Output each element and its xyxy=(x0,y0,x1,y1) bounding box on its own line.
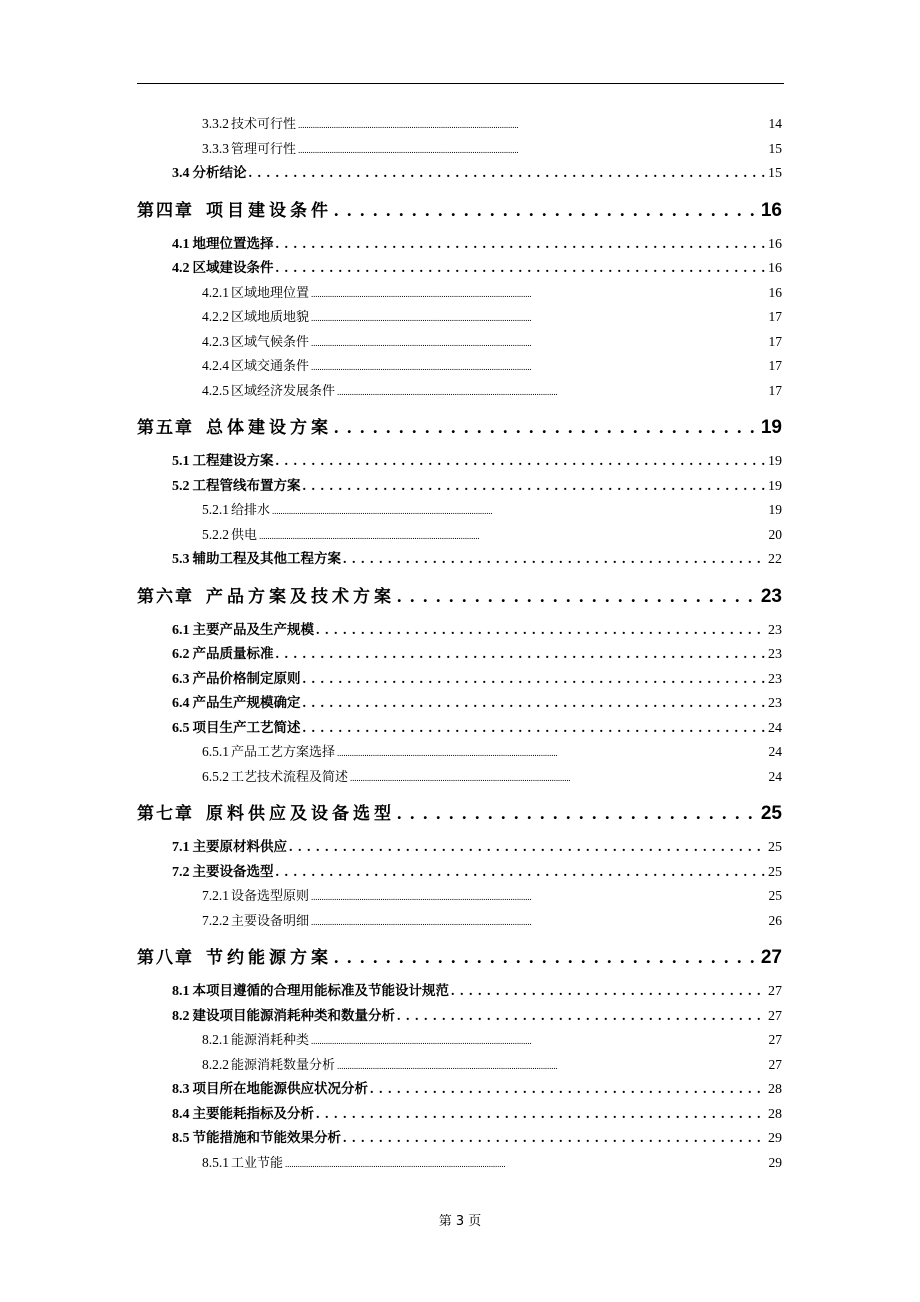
toc-title: 区域建设条件 xyxy=(192,260,274,276)
toc-leader-dots xyxy=(311,306,766,331)
toc-title: 区域地理位置 xyxy=(231,285,310,301)
toc-title: 区域气候条件 xyxy=(231,334,310,350)
toc-title: 项目建设条件 xyxy=(206,200,332,221)
toc-number: 6.3 xyxy=(172,671,190,687)
toc-entry-sub[interactable] xyxy=(202,1028,782,1053)
toc-page-number: 24 xyxy=(768,768,782,784)
toc-number: 3.4 xyxy=(172,166,190,181)
toc-entry-sub[interactable] xyxy=(202,1151,782,1176)
toc-number: 4.2.1 xyxy=(202,284,229,300)
toc-entry-section[interactable] xyxy=(172,835,782,860)
toc-leader-dots xyxy=(311,885,766,910)
toc-title: 产品工艺方案选择 xyxy=(231,745,336,760)
toc-page-number: 25 xyxy=(768,840,782,855)
toc-page-number: 15 xyxy=(768,166,782,181)
toc-leader-dots xyxy=(311,282,766,307)
toc-title: 地理位置选择 xyxy=(192,235,274,252)
toc-page-number: 17 xyxy=(768,382,782,398)
toc-number: 5.2.1 xyxy=(202,502,229,517)
toc-entry-section[interactable] xyxy=(172,232,782,257)
toc-page-number: 27 xyxy=(768,1008,782,1024)
toc-page-number: 19 xyxy=(768,502,782,517)
toc-leader-dots xyxy=(272,499,766,524)
toc-title: 主要产品及生产规模 xyxy=(192,621,314,638)
toc-title: 区域交通条件 xyxy=(231,359,310,374)
toc-leader-dots xyxy=(334,192,759,228)
toc-number: 8.2.1 xyxy=(202,1032,229,1047)
toc-page-number: 23 xyxy=(768,671,782,687)
toc-entry-section[interactable] xyxy=(172,860,782,885)
toc-entry-sub[interactable] xyxy=(202,740,782,765)
toc-number: 8.4 xyxy=(172,1106,190,1122)
toc-leader-dots xyxy=(276,450,767,475)
toc-leader-dots xyxy=(343,548,766,573)
toc-leader-dots xyxy=(337,1054,766,1079)
toc-leader-dots xyxy=(276,643,767,668)
toc-number: 5.2 xyxy=(172,478,190,494)
toc-number: 第六章 xyxy=(137,586,194,607)
table-of-contents xyxy=(0,112,920,1175)
toc-leader-dots xyxy=(276,257,767,282)
toc-title: 产品质量标准 xyxy=(192,646,274,662)
toc-entry-sub[interactable] xyxy=(202,137,782,162)
toc-number: 8.3 xyxy=(172,1082,190,1097)
toc-page-number: 24 xyxy=(768,720,782,736)
toc-leader-dots xyxy=(249,162,767,187)
toc-leader-dots xyxy=(276,861,767,886)
toc-page-number: 25 xyxy=(768,888,782,903)
toc-page-number: 22 xyxy=(768,552,782,567)
toc-page-number: 27 xyxy=(768,1056,782,1072)
toc-title: 工业节能 xyxy=(231,1155,284,1171)
toc-number: 4.2.3 xyxy=(202,333,229,349)
toc-leader-dots xyxy=(370,1078,766,1103)
toc-number: 7.1 xyxy=(172,840,190,855)
toc-title: 项目所在地能源供应状况分析 xyxy=(192,1081,368,1097)
toc-number: 5.1 xyxy=(172,454,190,469)
toc-entry-section[interactable] xyxy=(172,474,782,499)
toc-page-number: 26 xyxy=(768,912,782,928)
toc-entry-section[interactable] xyxy=(172,1077,782,1102)
toc-entry-sub[interactable] xyxy=(202,498,782,523)
toc-page-number: 17 xyxy=(768,309,782,324)
toc-title: 产品价格制定原则 xyxy=(192,670,301,687)
toc-entry-section[interactable] xyxy=(172,256,782,281)
toc-title: 区域地质地貌 xyxy=(231,310,310,325)
toc-title: 区域经济发展条件 xyxy=(231,383,336,399)
toc-leader-dots xyxy=(303,668,767,693)
toc-leader-dots xyxy=(343,1127,766,1152)
toc-entry-section[interactable] xyxy=(172,642,782,667)
toc-entry-section[interactable] xyxy=(172,161,782,186)
toc-entry-chapter[interactable] xyxy=(137,939,782,975)
toc-number: 3.3.3 xyxy=(202,140,229,156)
toc-number: 4.2.5 xyxy=(202,382,229,398)
toc-page-number: 23 xyxy=(768,647,782,662)
toc-page-number: 20 xyxy=(768,526,782,542)
toc-title: 节约能源方案 xyxy=(206,948,332,968)
toc-page-number: 15 xyxy=(768,140,782,156)
toc-number: 3.3.2 xyxy=(202,116,229,131)
toc-page-number: 16 xyxy=(760,199,782,221)
toc-number: 8.5.1 xyxy=(202,1154,229,1170)
toc-number: 4.2 xyxy=(172,261,190,276)
toc-number: 第五章 xyxy=(137,418,194,438)
toc-title: 主要能耗指标及分析 xyxy=(192,1105,314,1122)
toc-page-number: 25 xyxy=(760,803,782,824)
toc-page-number: 19 xyxy=(768,454,782,469)
toc-leader-dots xyxy=(285,1152,766,1177)
toc-title: 主要原材料供应 xyxy=(192,839,287,855)
toc-entry-sub[interactable] xyxy=(202,330,782,355)
toc-entry-chapter[interactable] xyxy=(137,578,782,614)
toc-number: 6.2 xyxy=(172,647,190,662)
toc-number: 4.1 xyxy=(172,236,190,252)
toc-entry-sub[interactable] xyxy=(202,523,782,548)
toc-entry-sub[interactable] xyxy=(202,765,782,790)
toc-title: 产品生产规模确定 xyxy=(192,695,301,711)
toc-entry-section[interactable] xyxy=(172,547,782,572)
toc-entry-section[interactable] xyxy=(172,979,782,1004)
toc-entry-chapter[interactable] xyxy=(137,409,782,445)
toc-number: 7.2 xyxy=(172,864,190,880)
toc-leader-dots xyxy=(316,1103,766,1128)
toc-leader-dots xyxy=(334,939,759,975)
toc-title: 建设项目能源消耗种类和数量分析 xyxy=(192,1007,395,1024)
toc-page-number: 28 xyxy=(768,1082,782,1097)
header-rule xyxy=(137,83,784,84)
toc-entry-sub[interactable] xyxy=(202,354,782,379)
toc-page-number: 16 xyxy=(768,236,782,252)
toc-entry-chapter[interactable] xyxy=(137,192,782,228)
toc-leader-dots xyxy=(350,766,766,791)
toc-entry-section[interactable] xyxy=(172,716,782,741)
toc-number: 6.5 xyxy=(172,720,190,736)
toc-number: 第四章 xyxy=(137,200,194,221)
toc-page-number: 25 xyxy=(768,864,782,880)
toc-entry-section[interactable] xyxy=(172,618,782,643)
toc-number: 4.2.2 xyxy=(202,309,229,324)
toc-leader-dots xyxy=(311,910,766,935)
toc-page-number: 23 xyxy=(768,622,782,638)
toc-title: 产品方案及技术方案 xyxy=(206,586,395,607)
toc-title: 主要设备明细 xyxy=(231,913,310,929)
toc-entry-section[interactable] xyxy=(172,1102,782,1127)
toc-entry-chapter[interactable] xyxy=(137,795,782,831)
toc-title: 工艺技术流程及简述 xyxy=(231,769,349,785)
toc-title: 分析结论 xyxy=(192,165,247,181)
toc-title: 工程管线布置方案 xyxy=(192,477,301,494)
toc-number: 6.4 xyxy=(172,696,190,711)
toc-entry-sub[interactable] xyxy=(202,884,782,909)
toc-entry-section[interactable] xyxy=(172,691,782,716)
toc-leader-dots xyxy=(298,138,766,163)
toc-title: 管理可行性 xyxy=(231,141,297,157)
toc-number: 8.2.2 xyxy=(202,1056,229,1072)
toc-leader-dots xyxy=(397,1005,766,1030)
toc-page-number: 27 xyxy=(768,984,782,999)
toc-leader-dots xyxy=(303,717,767,742)
toc-title: 总体建设方案 xyxy=(206,418,332,438)
toc-page-number: 19 xyxy=(768,478,782,494)
toc-entry-sub[interactable] xyxy=(202,379,782,404)
toc-leader-dots xyxy=(311,355,766,380)
toc-title: 节能措施和节能效果分析 xyxy=(192,1130,341,1146)
toc-entry-sub[interactable] xyxy=(202,281,782,306)
toc-page-number: 27 xyxy=(760,947,782,968)
toc-entry-sub[interactable] xyxy=(202,305,782,330)
toc-number: 8.2 xyxy=(172,1008,190,1024)
toc-number: 7.2.1 xyxy=(202,888,229,903)
toc-page-number: 19 xyxy=(760,417,782,438)
toc-page-number: 16 xyxy=(768,261,782,276)
toc-leader-dots xyxy=(337,380,766,405)
toc-title: 工程建设方案 xyxy=(192,453,274,469)
toc-leader-dots xyxy=(259,524,766,549)
toc-leader-dots xyxy=(303,475,767,500)
toc-entry-sub[interactable] xyxy=(202,1053,782,1078)
toc-page-number: 29 xyxy=(768,1154,782,1170)
toc-page-number: 27 xyxy=(768,1032,782,1047)
toc-leader-dots xyxy=(397,578,759,614)
toc-entry-sub[interactable] xyxy=(202,909,782,934)
toc-leader-dots xyxy=(397,795,759,831)
toc-title: 项目生产工艺简述 xyxy=(192,719,301,736)
toc-number: 第七章 xyxy=(137,804,194,824)
toc-leader-dots xyxy=(451,980,766,1005)
toc-entry-section[interactable] xyxy=(172,449,782,474)
toc-number: 7.2.2 xyxy=(202,912,229,928)
toc-page-number: 17 xyxy=(768,333,782,349)
toc-number: 5.2.2 xyxy=(202,526,229,542)
toc-leader-dots xyxy=(316,619,766,644)
toc-page-number: 17 xyxy=(768,358,782,373)
toc-page-number: 28 xyxy=(768,1106,782,1122)
toc-leader-dots xyxy=(334,409,759,445)
toc-page-number: 23 xyxy=(760,585,782,607)
toc-number: 8.1 xyxy=(172,984,190,999)
toc-number: 6.5.2 xyxy=(202,768,229,784)
toc-leader-dots xyxy=(298,113,766,138)
toc-title: 供电 xyxy=(231,527,258,543)
toc-title: 给排水 xyxy=(231,503,271,518)
toc-page-number: 29 xyxy=(768,1131,782,1146)
page-number: 第 3 页 xyxy=(438,1214,482,1229)
toc-leader-dots xyxy=(337,741,766,766)
toc-page-number: 24 xyxy=(768,744,782,759)
toc-title: 原料供应及设备选型 xyxy=(206,804,395,824)
toc-title: 能源消耗数量分析 xyxy=(231,1057,336,1073)
toc-number: 5.3 xyxy=(172,552,190,567)
toc-entry-section[interactable] xyxy=(172,1126,782,1151)
toc-leader-dots xyxy=(303,692,767,717)
toc-title: 辅助工程及其他工程方案 xyxy=(192,551,341,567)
toc-title: 本项目遵循的合理用能标准及节能设计规范 xyxy=(192,983,449,999)
toc-number: 4.2.4 xyxy=(202,358,229,373)
toc-entry-sub[interactable] xyxy=(202,112,782,137)
toc-leader-dots xyxy=(311,1029,766,1054)
toc-number: 6.1 xyxy=(172,622,190,638)
toc-title: 设备选型原则 xyxy=(231,889,310,904)
toc-page-number: 23 xyxy=(768,696,782,711)
toc-leader-dots xyxy=(311,331,766,356)
toc-title: 技术可行性 xyxy=(231,117,297,132)
toc-entry-section[interactable] xyxy=(172,1004,782,1029)
toc-page-number: 16 xyxy=(768,284,782,300)
toc-leader-dots xyxy=(289,836,766,861)
toc-number: 8.5 xyxy=(172,1131,190,1146)
toc-number: 6.5.1 xyxy=(202,744,229,759)
toc-page-number: 14 xyxy=(768,116,782,131)
toc-entry-section[interactable] xyxy=(172,667,782,692)
toc-number: 第八章 xyxy=(137,948,194,968)
toc-leader-dots xyxy=(276,233,767,258)
toc-title: 能源消耗种类 xyxy=(231,1033,310,1048)
toc-title: 主要设备选型 xyxy=(192,863,274,880)
